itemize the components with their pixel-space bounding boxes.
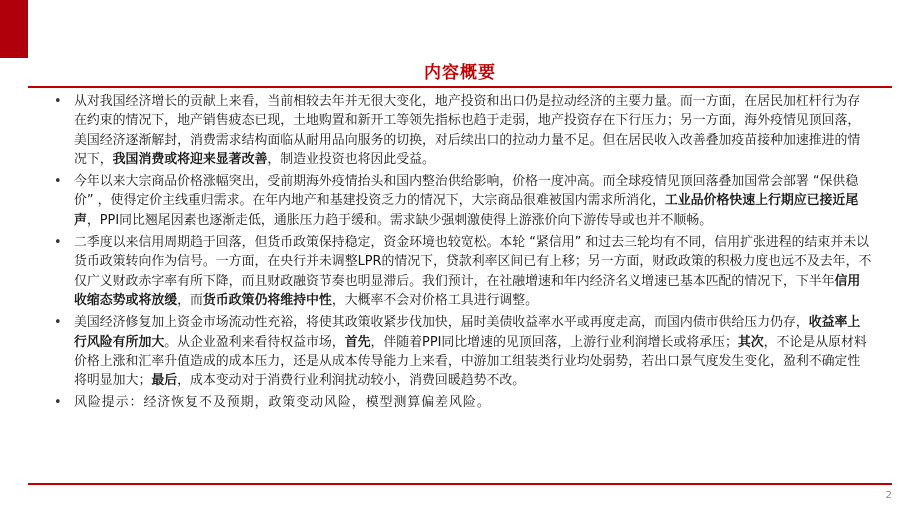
summary-content xyxy=(50,92,872,416)
summary-bullet xyxy=(50,172,872,230)
bullet-text: 从对我国经济增长的贡献上来看，当前相较去年并无很大变化，地产投资和出口仍是拉动经济的主要力量。而一方面，在居民加杠杆行为存在约束的情况下，地产销售疲态已现，土地购置和新开工等领先指标也趋于走弱，地产投资存在下行压力；另一方面，海外疫情见顶回落，美国经济逐渐解封，消费需求结构面临从耐用品向服务的切换，对后续出口的拉动力量不足。但在居民收入改善叠加疫苗接种加速推进的情况下， xyxy=(74,94,861,167)
bullet-highlight-text: 我国消费或将迎来显著改善 xyxy=(112,151,268,167)
risk-warning-item xyxy=(50,393,872,412)
bullet-highlight-text: 首先 xyxy=(344,334,371,350)
bullet-text: ，大概率不会对价格工具进行调整。 xyxy=(331,292,539,308)
bullet-highlight-text: 收益率上行风险有所加大 xyxy=(74,315,861,350)
bullet-text: 二季度以来信用周期趋于回落，但货币政策保持稳定，资金环境也较宽松。本轮 “紧信用” 和过去三轮均有不同，信用扩张进程的结束并未以货币政策转向作为信号。一方面，在央行并未调整LPR的情况下，贷款利率区间已有上移；另一方面，财政政策的积极力度也远不及去年，不仅广义财政赤字率有所下降，而且财政融资节奏也明显滞后。我们预计，在社融增速和年内经济名义增速已基本匹配的情况下，下半年 xyxy=(74,235,872,289)
bullet-text: ，伴随着PPI同比增速的见顶回落，上游行业利润增长或将承压； xyxy=(370,334,738,350)
page-number: 2 xyxy=(885,490,892,501)
title-divider xyxy=(28,86,892,88)
footer-divider xyxy=(28,483,892,485)
bullet-highlight-text: 最后 xyxy=(151,373,178,389)
bullet-highlight-text: 货币政策仍将维持中性 xyxy=(202,292,332,308)
left-accent-bar xyxy=(0,0,28,58)
bullet-text: ，而 xyxy=(177,292,203,308)
bullet-text: ，制造业投资也将因此受益。 xyxy=(267,151,435,167)
slide-title: 内容概要 xyxy=(424,63,496,83)
bullet-text: ，PPI同比翘尾因素也逐渐走低，通胀压力趋于缓和。需求缺少强刺激使得上游涨价向下游传导或也并不顺畅。 xyxy=(86,212,713,228)
bullet-text: ，不论是从原材料价格上涨和汇率升值造成的成本压力，还是从成本传导能力上来看，中游加工组装类行业均处弱势，若出口景气度发生变化，盈利不确定性将明显加大； xyxy=(74,334,867,389)
bullet-text: 风险提示：经济恢复不及预期，政策变动风险，模型测算偏差风险。 xyxy=(74,395,491,411)
summary-bullet xyxy=(50,313,872,390)
bullet-text: 今年以来大宗商品价格涨幅突出，受前期海外疫情抬头和国内整治供给影响，价格一度冲高。而全球疫情见顶回落叠加国常会部署 “保供稳价” ，使得定价主线重归需求。在年内地产和基建投资乏力的情况下，大宗商品很难被国内需求所消化， xyxy=(74,174,859,209)
bullet-highlight-text: 其次 xyxy=(737,334,764,350)
bullet-highlight-text: 工业品价格快速上行期应已接近尾声 xyxy=(74,193,859,228)
bullet-highlight-text: 信用收缩态势或将放缓 xyxy=(74,273,861,308)
bullet-text: ，成本变动对于消费行业利润扰动较小，消费回暖趋势不改。 xyxy=(177,373,526,389)
summary-bullet xyxy=(50,92,872,169)
bullet-text: 美国经济修复加上资金市场流动性充裕，将使其政策收紧步伐加快，届时美债收益率水平或再度走高，而国内债市供给压力仍存， xyxy=(74,315,809,331)
summary-bullet xyxy=(50,233,872,310)
bullet-text: 。从企业盈利来看待权益市场， xyxy=(164,334,345,350)
